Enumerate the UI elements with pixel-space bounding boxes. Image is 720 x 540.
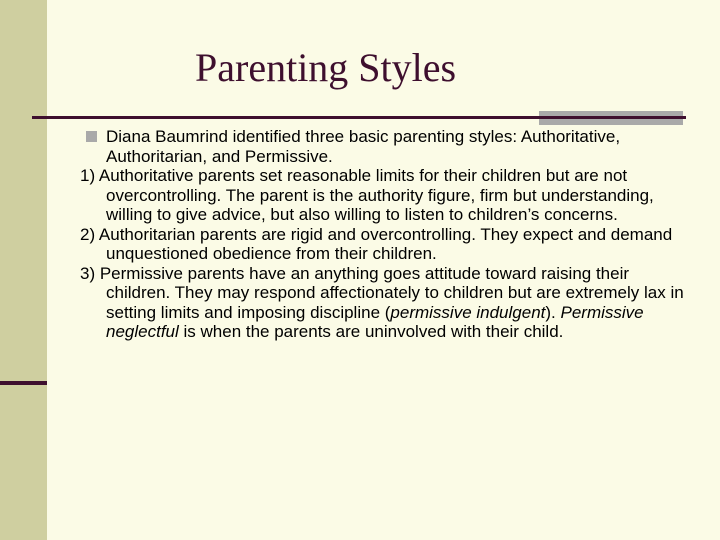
left-decorative-band [0, 0, 47, 540]
permissive-neglectful-term: Permissive neglectful [106, 302, 644, 341]
authoritarian-paragraph: 2) Authoritarian parents are rigid and overcontrolling. They expect and demand unquestioned obedience from their children. [80, 224, 673, 263]
slide-body [80, 127, 690, 342]
intro-paragraph [80, 127, 690, 166]
permissive-indulgent-term: permissive indulgent [390, 302, 546, 322]
title-rule-accent-bottom [539, 118, 683, 125]
permissive-text-3: is when the parents are uninvolved with their child. [178, 322, 564, 341]
intro-text: Diana Baumrind identified three basic parenting styles: Authoritative, Authoritarian, and Permissive. [106, 127, 621, 166]
authoritative-paragraph: 1) Authoritative parents set reasonable limits for their children but are not overcontrolling. The parent is the authority figure, firm but understanding, willing to give advice, but also willing to listen to children’s concerns. [80, 166, 654, 224]
square-bullet-icon [86, 131, 97, 142]
slide-title: Parenting Styles [195, 45, 457, 90]
left-band-accent-line [0, 381, 47, 385]
permissive-text-1: 3) Permissive parents have an anything goes attitude toward raising their children. They may respond affectionately to children but are extremely lax in setting limits and imposing discipline ( [80, 263, 684, 322]
permissive-text-2: ). [545, 302, 561, 322]
permissive-paragraph [80, 264, 690, 342]
title-divider [32, 116, 686, 119]
